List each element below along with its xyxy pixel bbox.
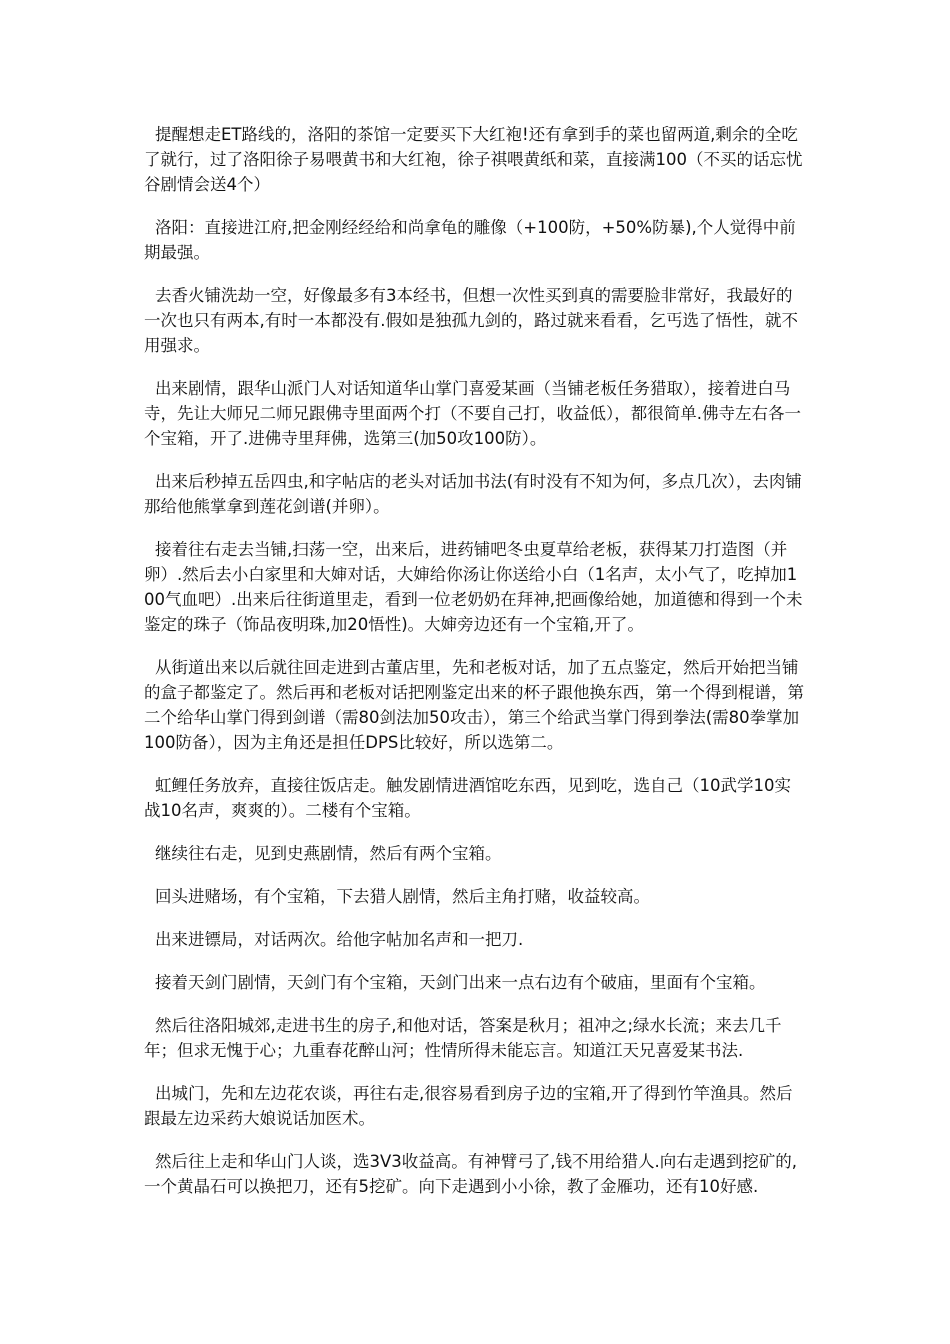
paragraph-4: 出来剧情，跟华山派门人对话知道华山掌门喜爱某画（当铺老板任务猎取），接着进白马寺，先让大师兄二师兄跟佛寺里面两个打（不要自己打，收益低），都很简单.佛寺左右各一个宝箱，开了.进佛寺里拜佛，选第三(加50攻100防）。	[144, 379, 801, 448]
paragraph-12: 接着天剑门剧情，天剑门有个宝箱，天剑门出来一点右边有个破庙，里面有个宝箱。	[155, 973, 766, 992]
paragraph-11: 出来进镖局，对话两次。给他字帖加名声和一把刀.	[155, 930, 524, 949]
paragraph-9: 继续往右走，见到史燕剧情，然后有两个宝箱。	[155, 844, 502, 863]
paragraph-7: 从街道出来以后就往回走进到古董店里，先和老板对话，加了五点鉴定，然后开始把当铺的盒子都鉴定了。然后再和老板对话把刚鉴定出来的杯子跟他换东西，第一个得到棍谱，第二个给华山掌门得到剑谱（需80剑法加50攻击），第三个给武当掌门得到拳法(需80拳掌加100防备），因为主角还是担任DPS比较好，所以选第二。	[144, 658, 804, 752]
paragraph-3: 去香火铺洗劫一空，好像最多有3本经书，但想一次性买到真的需要脸非常好，我最好的一次也只有两本,有时一本都没有.假如是独孤九剑的，路过就来看看，乞丐选了悟性，就不用强求。	[144, 286, 798, 355]
paragraph-8: 虹鲤任务放弃，直接往饭店走。触发剧情进酒馆吃东西，见到吃，选自己（10武学10实战10名声，爽爽的）。二楼有个宝箱。	[144, 776, 791, 820]
paragraph-10: 回头进赌场，有个宝箱，下去猎人剧情，然后主角打赌，收益较高。	[155, 887, 650, 906]
paragraph-6: 接着往右走去当铺,扫荡一空，出来后，进药铺吧冬虫夏草给老板，获得某刀打造图（并卵）.然后去小白家里和大婶对话，大婶给你汤让你送给小白（1名声，太小气了，吃掉加100气血吧）.出来后往街道里走，看到一位老奶奶在拜神,把画像给她，加道德和得到一个未鉴定的珠子（饰品夜明珠,加20悟性)。大婶旁边还有一个宝箱,开了。	[144, 540, 803, 634]
paragraph-14: 出城门，先和左边花农谈，再往右走,很容易看到房子边的宝箱,开了得到竹竿渔具。然后跟最左边采药大娘说话加医术。	[144, 1084, 793, 1128]
paragraph-5: 出来后秒掉五岳四虫,和字帖店的老头对话加书法(有时没有不知为何，多点几次），去肉铺那给他熊掌拿到莲花剑谱(并卵）。	[144, 472, 802, 516]
document-body	[144, 122, 806, 1217]
paragraph-13: 然后往洛阳城郊,走进书生的房子,和他对话，答案是秋月；祖冲之;绿水长流；来去几千年；但求无愧于心；九重春花醉山河；性情所得未能忘言。知道江天兄喜爱某书法.	[144, 1016, 782, 1060]
paragraph-15: 然后往上走和华山门人谈，选3V3收益高。有神臂弓了,钱不用给猎人.向右走遇到挖矿的,一个黄晶石可以换把刀，还有5挖矿。向下走遇到小小徐，教了金雁功，还有10好感.	[144, 1152, 798, 1196]
paragraph-1: 提醒想走ET路线的，洛阳的茶馆一定要买下大红袍!还有拿到手的菜也留两道,剩余的全吃了就行，过了洛阳徐子易喂黄书和大红袍，徐子祺喂黄纸和菜，直接满100（不买的话忘忧谷剧情会送4个）	[144, 125, 803, 194]
paragraph-2: 洛阳：直接进江府,把金刚经经给和尚拿龟的雕像（+100防，+50%防暴),个人觉得中前期最强。	[144, 218, 796, 262]
